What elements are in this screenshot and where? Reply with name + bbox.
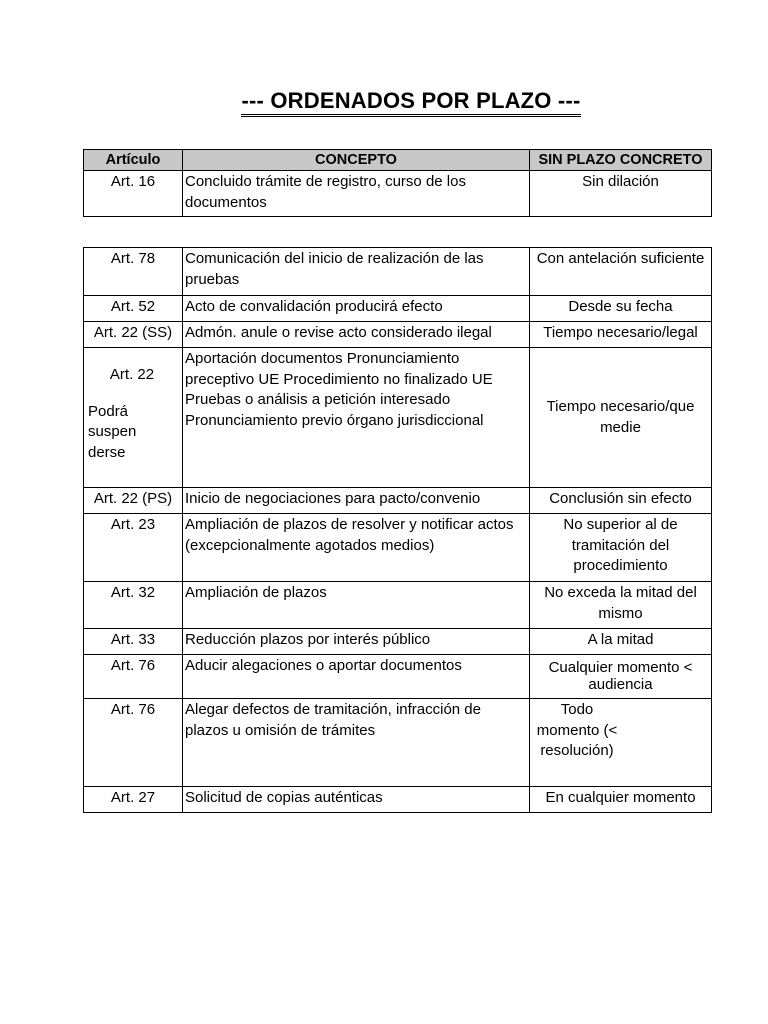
cell-concepto: Solicitud de copias auténticas [183,787,530,813]
cell-articulo: Art. 27 [84,787,183,813]
page-title-text: --- ORDENADOS POR PLAZO --- [241,88,580,117]
page-title [0,88,768,114]
cell-plazo [530,699,712,787]
cell-articulo-label: Art. 22 [109,366,155,383]
cell-concepto: Aportación documentos Pronunciamiento preceptivo UE Procedimiento no finalizado UE Pruebas o análisis a petición interesado Pronunciamiento previo órgano jurisdiccional [183,348,530,488]
table-header-section [83,149,712,217]
table-row [84,322,712,348]
cell-articulo: Art. 76 [84,699,183,787]
cell-plazo-text: Todo momento (< resolución) [536,701,618,759]
cell-plazo: Tiempo necesario/que medie [530,348,712,488]
table-row [84,629,712,655]
table-row [84,787,712,813]
table-row [84,699,712,787]
cell-concepto: Alegar defectos de tramitación, infracción de plazos u omisión de trámites [183,699,530,787]
header-articulo: Artículo [84,150,183,171]
cell-plazo: A la mitad [530,629,712,655]
cell-articulo: Art. 76 [84,655,183,699]
cell-articulo: Art. 33 [84,629,183,655]
cell-articulo: Art. 52 [84,296,183,322]
header-plazo: SIN PLAZO CONCRETO [530,150,712,171]
table-row [84,655,712,699]
cell-plazo: Desde su fecha [530,296,712,322]
cell-plazo: Sin dilación [530,171,712,217]
cell-articulo: Art. 32 [84,582,183,629]
header-concepto: CONCEPTO [183,150,530,171]
cell-articulo: Art. 22 (SS) [84,322,183,348]
cell-concepto: Admón. anule o revise acto considerado ilegal [183,322,530,348]
cell-concepto: Reducción plazos por interés público [183,629,530,655]
cell-plazo: Tiempo necesario/legal [530,322,712,348]
cell-plazo: Conclusión sin efecto [530,488,712,514]
cell-concepto: Concluido trámite de registro, curso de los documentos [183,171,530,217]
cell-articulo [84,348,183,488]
table-row [84,348,712,488]
table-row [84,248,712,296]
table-main [83,247,712,813]
cell-plazo: Con antelación suficiente [530,248,712,296]
cell-articulo: Art. 78 [84,248,183,296]
cell-concepto: Acto de convalidación producirá efecto [183,296,530,322]
table-row [84,171,712,217]
table-row [84,296,712,322]
cell-articulo-note: Podrá suspen derse [88,402,137,461]
table-row [84,514,712,582]
cell-concepto: Aducir alegaciones o aportar documentos [183,655,530,699]
cell-articulo: Art. 16 [84,171,183,217]
table-row [84,488,712,514]
cell-plazo: No superior al de tramitación del procedimiento [530,514,712,582]
table-row [84,582,712,629]
cell-articulo: Art. 23 [84,514,183,582]
cell-articulo: Art. 22 (PS) [84,488,183,514]
cell-concepto: Ampliación de plazos de resolver y notificar actos (excepcionalmente agotados medios) [183,514,530,582]
cell-concepto: Ampliación de plazos [183,582,530,629]
cell-plazo: No exceda la mitad del mismo [530,582,712,629]
table-header-row [84,150,712,171]
cell-concepto: Inicio de negociaciones para pacto/convenio [183,488,530,514]
cell-concepto: Comunicación del inicio de realización de las pruebas [183,248,530,296]
cell-plazo: En cualquier momento [530,787,712,813]
cell-plazo: Cualquier momento < audiencia [530,655,712,699]
